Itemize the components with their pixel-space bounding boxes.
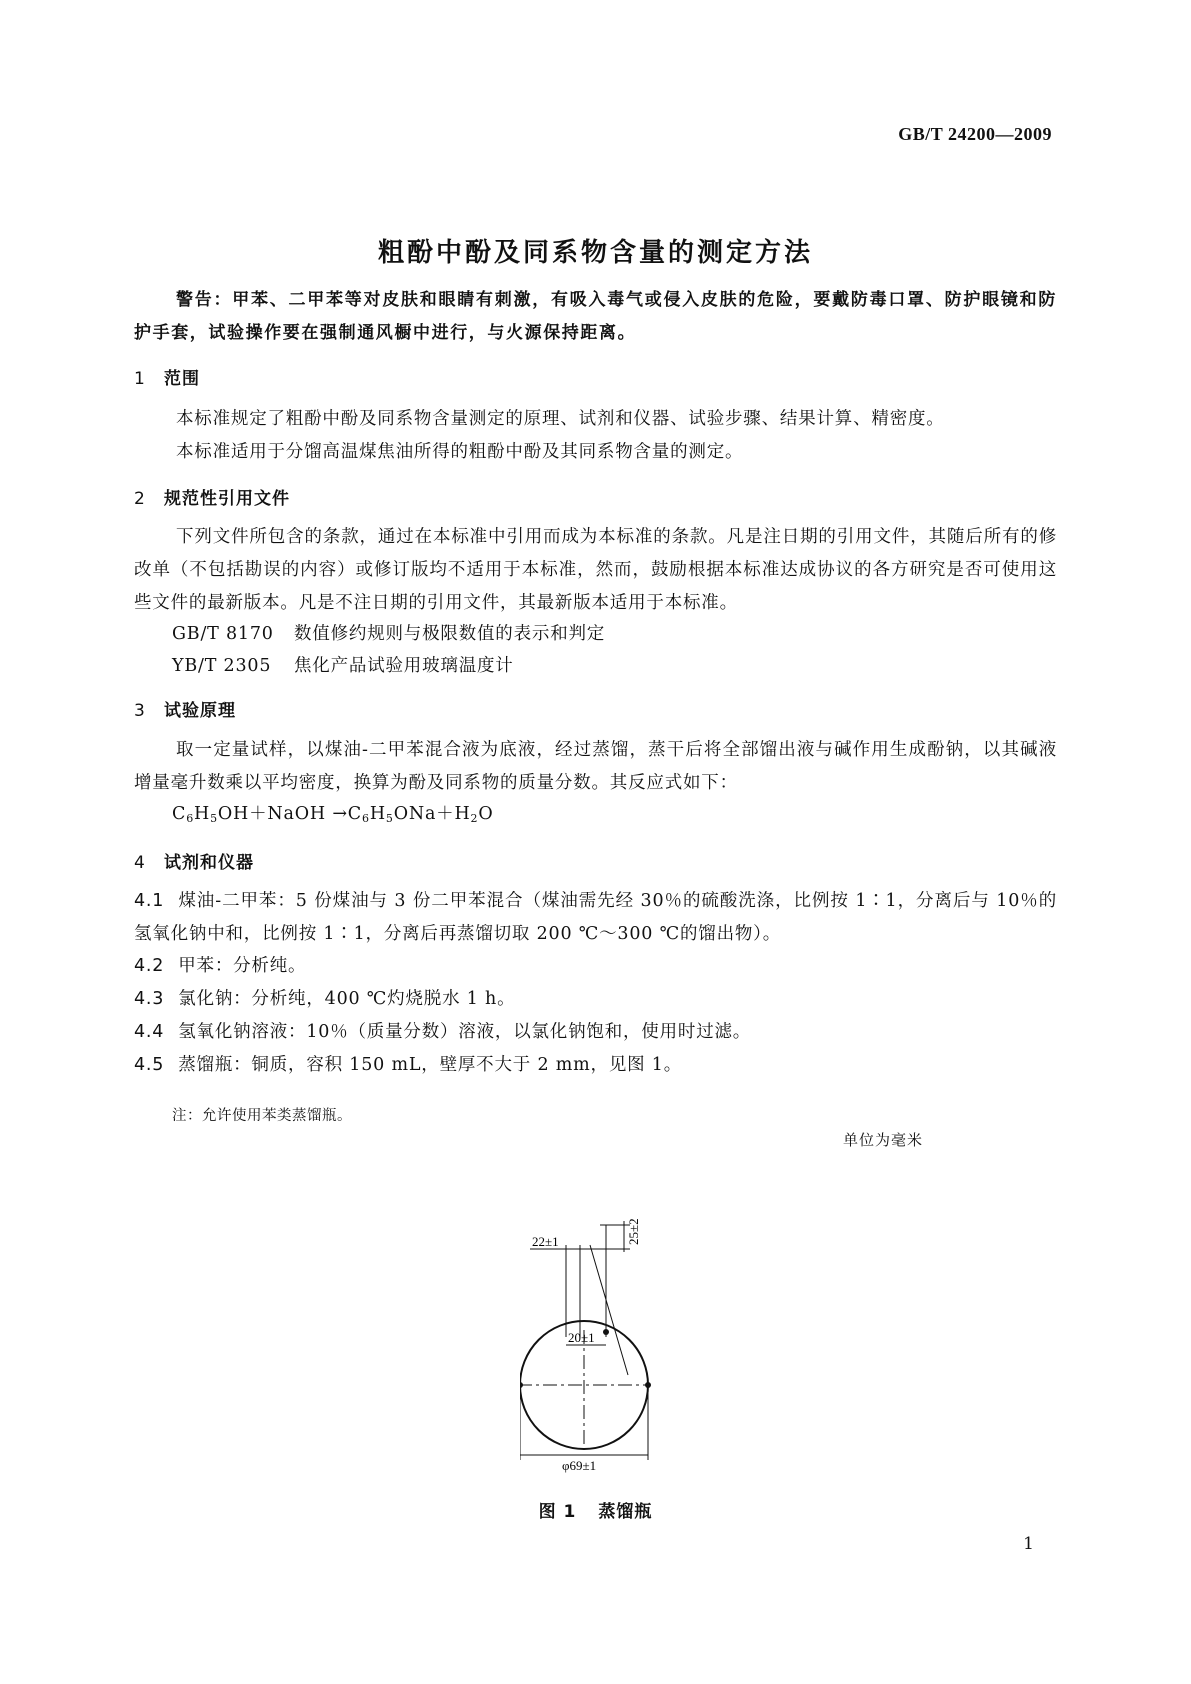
standard-number: GB/T 24200—2009	[898, 124, 1052, 144]
point-marker	[645, 1382, 651, 1388]
section-number: 4	[134, 853, 146, 873]
dim-25-label: 25±2	[626, 1218, 641, 1245]
figure-caption-label: 图 1	[538, 1502, 577, 1522]
eq-part: ONa＋H	[393, 804, 471, 824]
item-number: 4.4	[134, 1022, 165, 1042]
dim-69-label: φ69±1	[562, 1458, 597, 1473]
section-title: 试验原理	[164, 701, 236, 721]
reference-code: YB/T 2305	[172, 656, 272, 676]
item-text: 氯化钠：分析纯，400 ℃灼烧脱水 1 h。	[178, 989, 516, 1009]
reference-name: 焦化产品试验用玻璃温度计	[294, 656, 514, 676]
eq-sub: 6	[362, 812, 370, 825]
note: 注：允许使用苯类蒸馏瓶。	[172, 1108, 352, 1124]
principle-paragraph: 取一定量试样，以煤油-二甲苯混合液为底液，经过蒸馏，蒸干后将全部馏出液与碱作用生成酚钠，以其碱液增量毫升数乘以平均密度，换算为酚及同系物的质量分数。其反应式如下：	[134, 740, 1057, 793]
item-4-5	[134, 1049, 1057, 1082]
point-marker	[520, 1382, 523, 1388]
reference-name: 数值修约规则与极限数值的表示和判定	[294, 624, 606, 644]
item-number: 4.5	[134, 1055, 165, 1075]
eq-sub: 2	[470, 812, 479, 825]
item-text: 煤油-二甲苯：5 份煤油与 3 份二甲苯混合（煤油需先经 30％的硫酸洗涤，比例按 1∶1，分离后与 10％的氢氧化钠中和，比例按 1∶1，分离后再蒸馏切取 200 ℃～300 ℃的馏出物）。	[134, 891, 1057, 944]
eq-part: OH＋NaOH	[217, 804, 326, 824]
page-number: 1	[1023, 1534, 1034, 1554]
eq-h: H	[369, 804, 386, 824]
eq-sub: 6	[186, 812, 195, 825]
eq-arrow: →	[332, 804, 348, 824]
unit-label: 单位为毫米	[842, 1131, 923, 1149]
item-4-4	[134, 1016, 1057, 1049]
distillation-flask-figure	[520, 1205, 670, 1475]
eq-h: H	[194, 804, 211, 824]
section-title: 规范性引用文件	[164, 489, 290, 509]
item-4-1	[134, 885, 1057, 951]
item-text: 甲苯：分析纯。	[178, 956, 307, 976]
dim-22-label: 22±1	[532, 1234, 559, 1249]
neck-diagonal	[590, 1245, 628, 1375]
section-3-heading	[134, 696, 236, 721]
item-number: 4.3	[134, 989, 165, 1009]
dim-20-label: 20±1	[568, 1330, 595, 1345]
item-4-3	[134, 983, 1057, 1016]
reference-code: GB/T 8170	[172, 624, 274, 644]
section-number: 1	[134, 369, 146, 389]
eq-c: C	[347, 804, 362, 824]
item-text: 蒸馏瓶：铜质，容积 150 mL，壁厚不大于 2 mm，见图 1。	[178, 1055, 683, 1075]
warning-paragraph: 警告：甲苯、二甲苯等对皮肤和眼睛有刺激，有吸入毒气或侵入皮肤的危险，要戴防毒口罩、防护眼镜和防护手套，试验操作要在强制通风橱中进行，与火源保持距离。	[134, 290, 1057, 343]
section-number: 3	[134, 701, 146, 721]
scope-paragraph-1: 本标准规定了粗酚中酚及同系物含量测定的原理、试剂和仪器、试验步骤、结果计算、精密度。	[176, 409, 945, 429]
point-marker	[603, 1329, 609, 1335]
section-number: 2	[134, 489, 146, 509]
figure-caption	[0, 1497, 1191, 1522]
section-2-heading	[134, 484, 290, 509]
section-1-heading	[134, 364, 200, 389]
section-title: 试剂和仪器	[164, 853, 254, 873]
page-title: 粗酚中酚及同系物含量的测定方法	[377, 238, 813, 268]
reference-item	[172, 652, 514, 677]
eq-o: O	[478, 804, 494, 824]
eq-sub: 5	[385, 812, 394, 825]
scope-paragraph-2: 本标准适用于分馏高温煤焦油所得的粗酚中酚及其同系物含量的测定。	[176, 442, 744, 462]
item-number: 4.2	[134, 956, 165, 976]
section-title: 范围	[164, 369, 200, 389]
item-text: 氢氧化钠溶液：10％（质量分数）溶液，以氯化钠饱和，使用时过滤。	[178, 1022, 752, 1042]
reference-item	[172, 620, 605, 645]
figure-caption-text: 蒸馏瓶	[598, 1502, 653, 1522]
eq-c: C	[172, 804, 187, 824]
item-4-2	[134, 950, 1057, 983]
item-number: 4.1	[134, 891, 165, 911]
reaction-equation	[172, 800, 494, 825]
normative-references-paragraph: 下列文件所包含的条款，通过在本标准中引用而成为本标准的条款。凡是注日期的引用文件，其随后所有的修改单（不包括勘误的内容）或修订版均不适用于本标准，然而，鼓励根据本标准达成协议的各方研究是否可使用这些文件的最新版本。凡是不注日期的引用文件，其最新版本适用于本标准。	[134, 527, 1057, 613]
section-4-heading	[134, 848, 254, 873]
eq-sub: 5	[210, 812, 218, 825]
